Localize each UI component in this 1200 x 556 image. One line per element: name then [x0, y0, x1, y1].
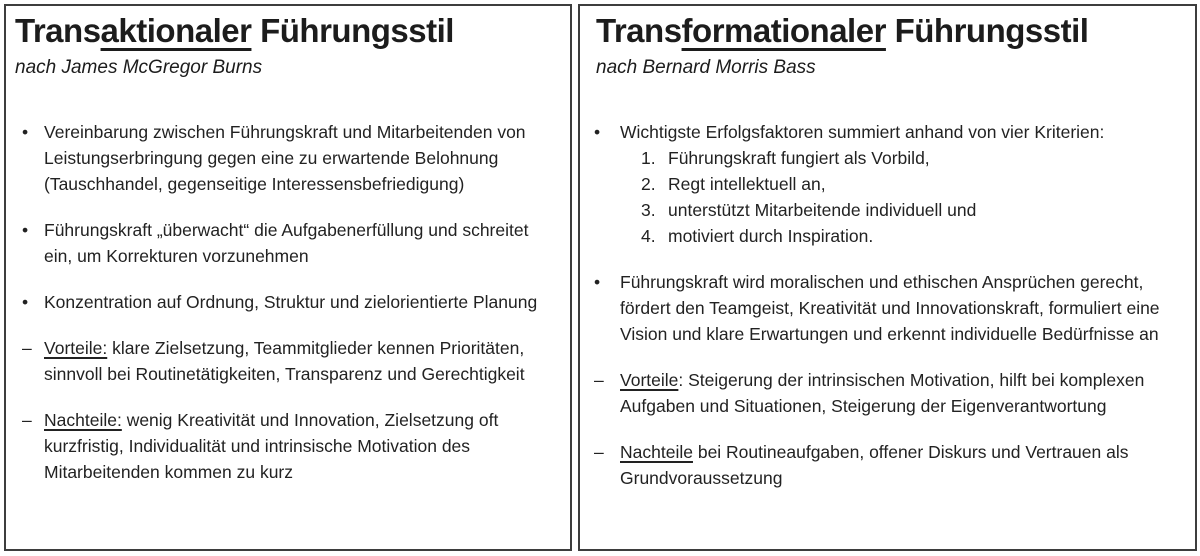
- bullet-item: [22, 217, 552, 269]
- cons-item: [22, 407, 552, 485]
- dash-icon: –: [22, 337, 32, 358]
- pros-text: [44, 335, 552, 387]
- title-prefix: Trans: [15, 12, 101, 49]
- bullet-text: Konzentration auf Ordnung, Struktur und zielorientierte Planung: [44, 291, 538, 312]
- transformational-panel: [578, 4, 1197, 551]
- numbered-text: motiviert durch Inspiration.: [668, 225, 874, 246]
- bullet-item: [22, 119, 552, 197]
- dash-icon: –: [594, 369, 604, 390]
- pros-label: Vorteile: [620, 369, 679, 390]
- bullet-text: Vereinbarung zwischen Führungskraft und Mitarbeitenden von Leistungserbringung gegen eine zu erwartende Belohnung (Tauschhandel, gegenseitige Interessensbefriedigung): [44, 121, 526, 194]
- numbered-item: [641, 198, 1179, 223]
- number-label: 1.: [641, 147, 656, 168]
- bullet-item: [594, 119, 1179, 145]
- transactional-title: [15, 12, 560, 50]
- transactional-subtitle: nach James McGregor Burns: [15, 56, 263, 78]
- transformational-subtitle: nach Bernard Morris Bass: [596, 56, 816, 78]
- pros-text: [620, 367, 1179, 419]
- dash-icon: –: [594, 441, 604, 462]
- dash-icon: –: [22, 409, 32, 430]
- transformational-content: [580, 119, 1195, 491]
- number-label: 4.: [641, 225, 656, 246]
- cons-body: wenig Kreativität und Innovation, Zielsetzung oft kurzfristig, Individualität und intrinsische Motivation des Mitarbeitenden kommen zu kurz: [44, 409, 499, 482]
- bullet-item: [22, 289, 552, 315]
- cons-label: Nachteile: [620, 441, 693, 462]
- numbered-text: Führungskraft fungiert als Vorbild,: [668, 147, 930, 168]
- transactional-content: [6, 119, 570, 485]
- numbered-item: [641, 224, 1179, 249]
- title-suffix: Führungsstil: [251, 12, 454, 49]
- transactional-header: [6, 6, 570, 79]
- numbered-text: unterstützt Mitarbeitende individuell und: [668, 199, 977, 220]
- cons-text: [44, 407, 552, 485]
- title-suffix: Führungsstil: [885, 12, 1089, 49]
- bullet-text: Führungskraft wird moralischen und ethischen Ansprüchen gerecht, fördert den Teamgeist, Kreativität und Innovationskraft, formuliert eine Vision und klare Erwartungen und erkennt individuelle Bedürfnisse an: [620, 271, 1160, 344]
- pros-item: [22, 335, 552, 387]
- bullet-text: Führungskraft „überwacht“ die Aufgabenerfüllung und schreitet ein, um Korrekturen vorzunehmen: [44, 219, 529, 266]
- cons-body: bei Routineaufgaben, offener Diskurs und Vertrauen als Grundvoraussetzung: [620, 441, 1129, 488]
- numbered-item: [641, 146, 1179, 171]
- pros-body: : Steigerung der intrinsischen Motivation, hilft bei komplexen Aufgaben und Situationen, Steigerung der Eigenverantwortung: [620, 369, 1145, 416]
- cons-item: [594, 439, 1179, 491]
- bullet-icon: •: [22, 219, 29, 240]
- bullet-icon: •: [22, 291, 29, 312]
- cons-label: Nachteile:: [44, 409, 122, 430]
- bullet-icon: •: [594, 121, 601, 142]
- transformational-title: [596, 12, 1185, 50]
- numbered-item: [641, 172, 1179, 197]
- pros-label: Vorteile:: [44, 337, 108, 358]
- number-label: 3.: [641, 199, 656, 220]
- numbered-text: Regt intellektuell an,: [668, 173, 826, 194]
- number-label: 2.: [641, 173, 656, 194]
- title-prefix: Trans: [596, 12, 682, 49]
- title-underlined-part: formationaler: [681, 12, 886, 49]
- transformational-header: [580, 6, 1195, 79]
- bullet-icon: •: [594, 271, 601, 292]
- title-underlined-part: aktionaler: [100, 12, 252, 49]
- bullet-item: [594, 269, 1179, 347]
- bullet-icon: •: [22, 121, 29, 142]
- pros-body: klare Zielsetzung, Teammitglieder kennen Prioritäten, sinnvoll bei Routinetätigkeiten, Transparenz und Gerechtigkeit: [44, 337, 525, 384]
- pros-item: [594, 367, 1179, 419]
- transactional-panel: [4, 4, 572, 551]
- cons-text: [620, 439, 1179, 491]
- bullet-text: Wichtigste Erfolgsfaktoren summiert anhand von vier Kriterien:: [620, 121, 1105, 142]
